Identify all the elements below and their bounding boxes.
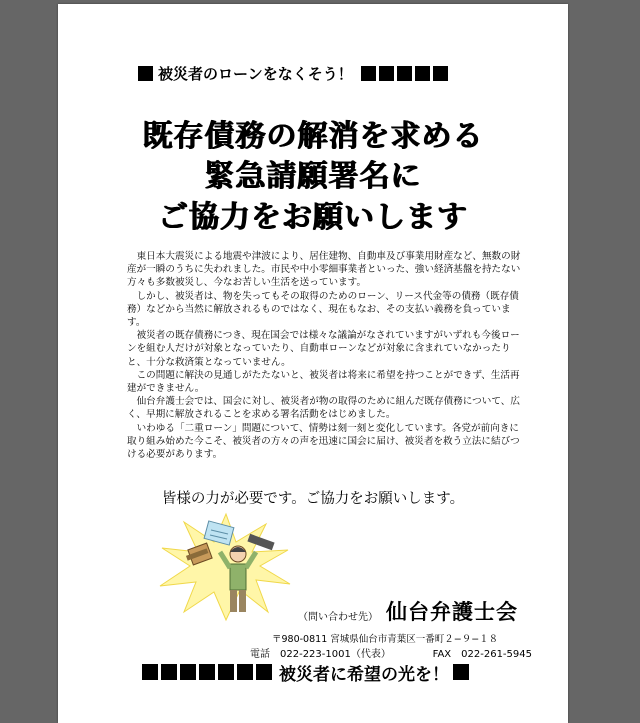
banner-block xyxy=(397,66,412,81)
body-paragraph: 東日本大震災による地震や津波により、居住建物、自動車及び事業用財産など、無数の財産が一瞬のうちに失われました。市民や中小零細事業者といった、強い経済基盤を持たない方々も多数被災し、今なお苦しい生活を送っています。 xyxy=(127,251,521,289)
banner-block xyxy=(415,66,430,81)
body-paragraph: いわゆる「二重ローン」問題について、情勢は刻一刻と変化しています。各党が前向きに取り組み始めた今こそ、被災者の方々の声を迅速に国会に届け、被災者を救う立法に結びつける必要があります。 xyxy=(127,422,520,461)
footer-banner xyxy=(142,661,522,683)
appeal-text: 皆様の力が必要です。ご協力をお願いします。 xyxy=(161,491,465,507)
body-paragraph: 被災者の既存債務につき、現在国会では様々な議論がなされていますがいずれも今後ローンを組む人だけが対象となっていたり、自動車ローンなどが対象に含まれていなかったりと、十分な救済策となっていません。 xyxy=(127,330,520,368)
flyer-page xyxy=(58,4,568,723)
body-text xyxy=(127,250,523,461)
banner-block xyxy=(256,664,272,680)
footer-text: 被災者に希望の光を！ xyxy=(279,664,449,685)
banner-block xyxy=(218,664,234,680)
banner-block xyxy=(138,66,153,81)
banner-block xyxy=(453,664,469,680)
title-line-2: 緊急請願署名に xyxy=(204,159,422,194)
banner-block xyxy=(237,664,253,680)
banner-block xyxy=(199,664,215,680)
banner-block xyxy=(180,664,196,680)
phone-number: 電話 022-223-1001（代表） xyxy=(250,649,391,660)
title-line-1: 既存債務の解消を求める xyxy=(142,119,484,154)
banner-block xyxy=(379,66,394,81)
body-paragraph: 仙台弁護士会では、国会に対し、被災者が物の取得のために組んだ既存債務について、広く、早期に解放されることを求める署名活動をはじめました。 xyxy=(127,396,520,421)
banner-text: 被災者のローンをなくそう！ xyxy=(158,64,353,83)
title-line-3: ご協力をお願いします xyxy=(158,200,468,235)
worried-person-debris-icon xyxy=(156,512,296,622)
body-paragraph: しかし、被災者は、物を失ってもその取得のためのローン、リース代金等の債務（既存債務）などから当然に解放されるものではなく、現在もなお、その支払い義務を負っています。 xyxy=(127,290,519,329)
inquiry-label: （問い合わせ先） xyxy=(298,612,378,623)
banner-block xyxy=(142,664,158,680)
inquiry-block xyxy=(288,596,518,626)
postal-address: 〒980-0811 宮城県仙台市青葉区一番町２−９−１８ xyxy=(272,634,499,645)
fax-number: FAX 022-261-5945 xyxy=(432,649,532,660)
banner-block xyxy=(161,664,177,680)
banner-block xyxy=(361,66,376,81)
banner-block xyxy=(433,66,448,81)
body-paragraph: この問題に解決の見通しがたたないと、被災者は将来に希望を持つことができず、生活再建ができません。 xyxy=(127,369,520,395)
top-banner xyxy=(138,62,496,84)
organization-name: 仙台弁護士会 xyxy=(386,600,518,624)
phone-fax-line xyxy=(250,645,532,660)
